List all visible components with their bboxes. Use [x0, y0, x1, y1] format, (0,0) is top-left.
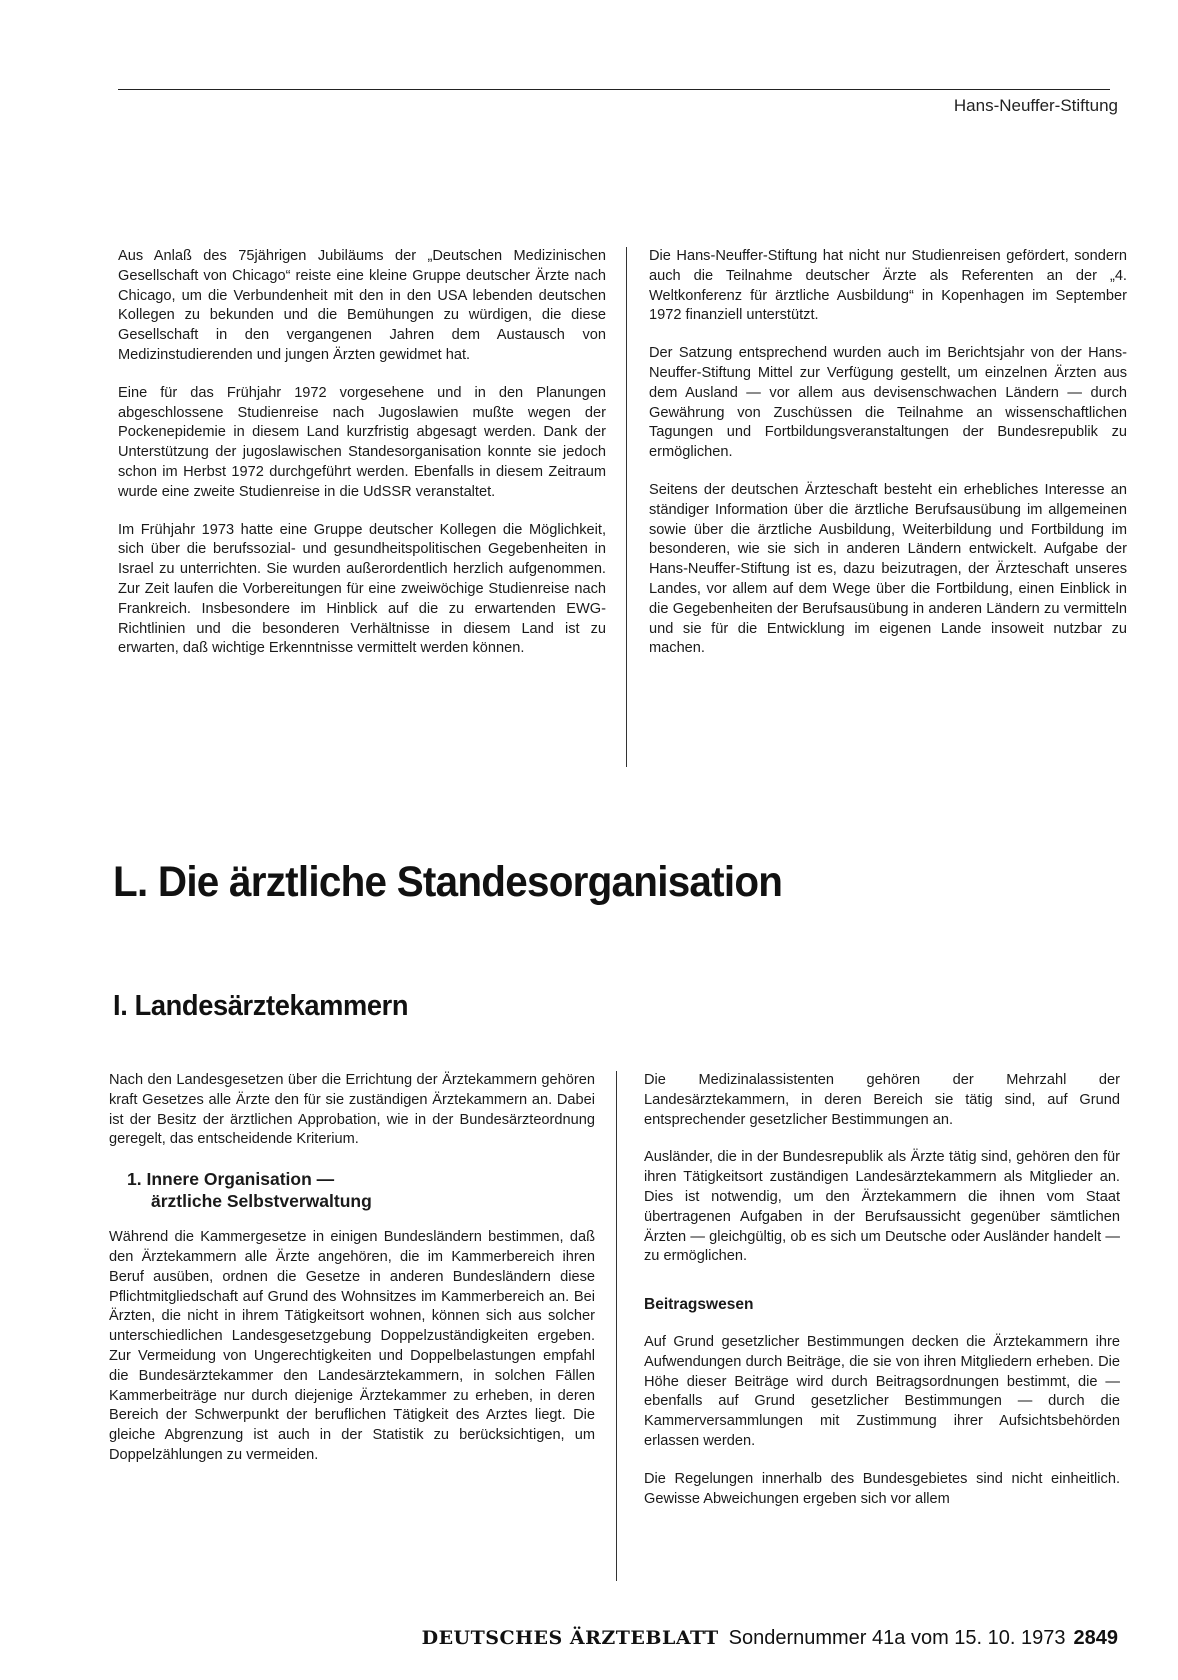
issue-info: Sondernummer 41a vom 15. 10. 1973: [728, 1627, 1066, 1649]
header-rule: [118, 89, 1110, 90]
column-divider: [616, 1071, 617, 1581]
bottom-right-column: [644, 1071, 1120, 1527]
paragraph: Während die Kammergesetze in einigen Bundesländern bestimmen, daß den Ärztekammern alle Ärzte angehören, die im Kammerbereich ihren Beruf ausüben, ordnen die Gesetze in anderen Bundesländern diese Pflichtmitgliedschaft auf Grund des Wohnsitzes im Kammerbereich an. Bei Ärzten, die nicht in ihrem Tätigkeitsort wohnen, können sich aus solcher unterschiedlichen Landesgesetzgebung Doppelzuständigkeiten ergeben. Zur Vermeidung von Ungerechtigkeiten und Doppelbelastungen empfahl die Bundesärztekammer den Landesärztekammern, in solchen Fällen Kammerbeiträge nur durch diejenige Ärztekammer zu erheben, in deren Bereich der Schwerpunkt der beruflichen Tätigkeit des Arztes liegt. Die gleiche Abgrenzung ist auch in der Statistik zu berücksichtigen, um Doppelzählungen zu vermeiden.: [109, 1229, 595, 1463]
paragraph: Auf Grund gesetzlicher Bestimmungen decken die Ärztekammern ihre Aufwendungen durch Beiträge, die sie von ihren Mitgliedern erheben. Die Höhe dieser Beiträge wird durch Beitragsordnungen bestimmt, die — ebenfalls auf Grund gesetzlicher Bestimmungen — durch die Kammerversammlungen mit Zustimmung ihrer Aufsichtsbehörden erlassen werden.: [644, 1333, 1120, 1449]
column-divider: [626, 247, 627, 767]
heading-line: 1. Innere Organisation —: [127, 1169, 335, 1190]
page-footer: [422, 1627, 1118, 1650]
top-right-column: [649, 247, 1127, 677]
paragraph: Seitens der deutschen Ärzteschaft besteht ein erhebliches Interesse an ständiger Information über die ärztliche Berufsausübung im allgemeinen sowie über die ärztliche Ausbildung, Weiterbildung und Fortbildung im besonderen, wie sie sich in anderen Ländern entwickelt. Aufgabe der Hans-Neuffer-Stiftung ist es, dazu beizutragen, der Ärzteschaft unseres Landes, vor allem auf dem Wege über die Fortbildung, einen Einblick in die Gegebenheiten der Berufsausübung in anderen Ländern zu vermitteln und sie für die Entwicklung im eigenen Lande insoweit nutzbar zu machen.: [649, 481, 1127, 657]
heading-line: ärztliche Selbstverwaltung: [151, 1191, 372, 1212]
section-title: L. Die ärztliche Standesorganisation: [113, 858, 783, 906]
paragraph: Der Satzung entsprechend wurden auch im Berichtsjahr von der Hans-Neuffer-Stiftung Mittel zur Verfügung gestellt, um einzelnen Ärzten aus dem Ausland — vor allem aus devisenschwachen Ländern — durch Gewährung von Zuschüssen die Teilnahme an wissenschaftlichen Tagungen und Fortbildungsveranstaltungen der Bundesrepublik zu ermöglichen.: [649, 345, 1127, 461]
paragraph: Die Regelungen innerhalb des Bundesgebietes sind nicht einheitlich. Gewisse Abweichungen ergeben sich vor allem: [644, 1470, 1120, 1507]
paragraph: Im Frühjahr 1973 hatte eine Gruppe deutscher Kollegen die Möglichkeit, sich über die berufssozial- und gesundheitspolitischen Gegebenheiten in Israel zu unterrichten. Sie wurden außerordentlich herzlich aufgenommen. Zur Zeit laufen die Vorbereitungen für eine zweiwöchige Studienreise nach Frankreich. Insbesondere im Hinblick auf die zu erwartenden EWG-Richtlinien und die besonderen Verhältnisse in diesem Land ist zu erwarten, daß wichtige Erkenntnisse vermittelt werden können.: [118, 521, 606, 657]
paragraph: Die Hans-Neuffer-Stiftung hat nicht nur Studienreisen gefördert, sondern auch die Teilnahme deutscher Ärzte als Referenten an der „4. Weltkonferenz für ärztliche Ausbildung“ in Kopenhagen im September 1972 finanziell unterstützt.: [649, 248, 1127, 324]
subsection-title: I. Landesärztekammern: [113, 990, 409, 1022]
bottom-left-column: [109, 1071, 595, 1484]
paragraph: Aus Anlaß des 75jährigen Jubiläums der „Deutschen Medizinischen Gesellschaft von Chicago“ reiste eine kleine Gruppe deutscher Ärzte nach Chicago, um die Verbundenheit mit den in den USA lebenden deutschen Kollegen zu bekunden und die Bemühungen zu würdigen, die diese Gesellschaft in den vergangenen Jahren dem Austausch von Medizinstudierenden und jungen Ärzten gewidmet hat.: [118, 248, 606, 363]
minor-heading: Beitragswesen: [644, 1296, 754, 1314]
paragraph: Die Medizinalassistenten gehören der Mehrzahl der Landesärztekammern, in deren Bereich sie tätig sind, auf Grund entsprechender gesetzlicher Bestimmungen an.: [644, 1072, 1120, 1128]
page-number: 2849: [1073, 1627, 1118, 1649]
subsection-heading: [127, 1168, 595, 1212]
paragraph: Nach den Landesgesetzen über die Errichtung der Ärztekammern gehören kraft Gesetzes alle Ärzte den für sie zuständigen Ärztekammern an. Dabei ist der Besitz der ärztlichen Approbation, wie in der Bundesärzteordnung geregelt, das entscheidende Kriterium.: [109, 1072, 595, 1148]
publication-name: DEUTSCHES ÄRZTEBLATT: [421, 1627, 719, 1649]
paragraph: Eine für das Frühjahr 1972 vorgesehene und in den Planungen abgeschlossene Studienreise nach Jugoslawien mußte wegen der Pockenepidemie in diesem Land kurzfristig abgesagt werden. Dank der Unterstützung der jugoslawischen Standesorganisation konnte sie jedoch schon im Herbst 1972 durchgeführt werden. Ebenfalls in diesem Zeitraum wurde eine zweite Studienreise in die UdSSR veranstaltet.: [118, 384, 606, 500]
paragraph: Ausländer, die in der Bundesrepublik als Ärzte tätig sind, gehören den für ihren Tätigkeitsort zuständigen Landesärztekammern als Mitglieder an. Dies ist notwendig, um den Ärztekammern die ihnen vom Staat übertragenen Aufgaben in der Berufsaussicht gegenüber sämtlichen Ärzten — gleichgültig, ob es sich um Deutsche oder Ausländer handelt — zu ermöglichen.: [644, 1149, 1120, 1265]
running-head: Hans-Neuffer-Stiftung: [953, 96, 1118, 115]
top-left-column: [118, 247, 606, 677]
